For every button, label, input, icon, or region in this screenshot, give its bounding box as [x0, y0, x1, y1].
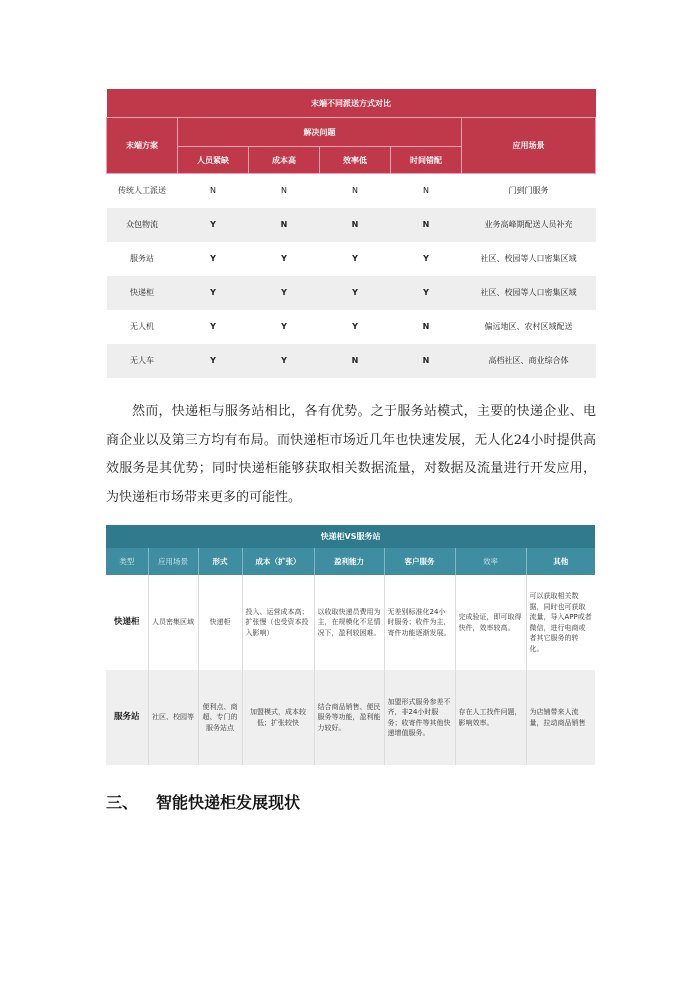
- table-cell: N: [352, 186, 358, 196]
- row-form: 便利点、商超、专门的服务站点: [198, 670, 242, 765]
- table-cell: 社区、校园等人口密集区域: [480, 288, 577, 297]
- table-row: [106, 575, 595, 670]
- table-cell: 高档社区、商业综合体: [488, 356, 569, 365]
- table2-header: 盈利能力: [314, 548, 384, 575]
- section-heading: [106, 790, 300, 813]
- section-number: 三、: [106, 793, 139, 812]
- table-cell: 无人机: [130, 322, 154, 331]
- table1-subheader: 人员紧缺: [178, 147, 249, 174]
- table-cell: Y: [210, 288, 216, 297]
- table-cell: 偏远地区、农村区域配送: [484, 322, 573, 331]
- row-cost: 投入、运营成本高；扩张慢（也受资本投入影响）: [242, 575, 314, 670]
- table-cell: Y: [281, 356, 287, 365]
- table-cell: N: [422, 356, 430, 365]
- table-row: [107, 344, 596, 378]
- table-cell: Y: [210, 220, 216, 229]
- table-cell: 无人车: [130, 356, 154, 365]
- table2-caption: 快递柜VS服务站: [106, 525, 595, 548]
- table1-subheader: 成本高: [249, 147, 320, 174]
- table-cell: N: [210, 186, 216, 196]
- body-paragraph: 然而，快递柜与服务站相比，各有优势。之于服务站模式，主要的快递企业、电商企业以及第三方均有布局。而快递柜市场近几年也快速发展，无人化24小时提供高效服务是其优势；同时快递柜能够获取相关数据流量，对数据及流量进行开发应用，为快递柜市场带来更多的可能性。: [106, 404, 596, 505]
- table-cell: Y: [281, 288, 287, 297]
- table-cell: Y: [281, 322, 287, 331]
- table-cell: N: [281, 186, 287, 196]
- row-profit: 结合商品销售、便民服务等功能，盈利能力较好。: [314, 670, 384, 765]
- table-cell: N: [280, 220, 288, 229]
- table-cell: Y: [423, 288, 429, 297]
- table2-header: 其他: [526, 548, 595, 575]
- row-scene: 人员密集区域: [148, 575, 198, 670]
- table2-header: 形式: [198, 548, 242, 575]
- table-cell: Y: [210, 254, 216, 263]
- table1-header-scenario: 应用场景: [462, 118, 596, 174]
- row-cost: 加盟模式，成本较低；扩张较快: [242, 670, 314, 765]
- table1-subheader: 时间错配: [391, 147, 462, 174]
- row-form: 快递柜: [198, 575, 242, 670]
- row-service: 加盟形式服务参差不齐，非24小时服务；收寄件等其他快递增值服务。: [384, 670, 455, 765]
- table1-subheader: 效率低: [320, 147, 391, 174]
- table-cell: 快递柜: [130, 288, 154, 297]
- row-efficiency: 存在人工找件问题，影响效率。: [455, 670, 526, 765]
- table-cell: 服务站: [130, 254, 154, 263]
- table-cell: Y: [210, 322, 216, 331]
- table-row: [107, 208, 596, 242]
- table-cell: N: [423, 186, 429, 196]
- row-service: 无差别标准化24小时服务；收件为主，寄件功能逐渐发展。: [384, 575, 455, 670]
- table-cell: N: [422, 220, 430, 229]
- table-row: [107, 276, 596, 310]
- table-cell: 众包物流: [126, 220, 158, 229]
- table-cell: Y: [352, 254, 358, 263]
- table-cell: Y: [210, 356, 216, 365]
- row-efficiency: 完成验证，即可取得快件，效率较高。: [455, 575, 526, 670]
- table-row: [107, 242, 596, 276]
- table2-header: 类型: [106, 548, 148, 575]
- table-cell: Y: [352, 322, 358, 331]
- table-cell: 业务高峰期配送人员补充: [484, 220, 573, 229]
- row-other: 可以获取相关数据，同时也可获取流量，导入APP或者微信，进行电商或者其它服务的转化。: [526, 575, 595, 670]
- table-cell: 社区、校园等人口密集区域: [480, 254, 577, 263]
- table-row: [107, 310, 596, 344]
- table-row: [107, 174, 596, 208]
- row-scene: 社区、校园等: [148, 670, 198, 765]
- table1-caption: 末端不同派送方式对比: [107, 89, 596, 118]
- table-cell: 传统人工派送: [118, 186, 166, 196]
- delivery-comparison-table: [106, 89, 596, 378]
- table-cell: Y: [352, 288, 358, 297]
- table-cell: N: [422, 322, 430, 331]
- locker-vs-station-table: [106, 525, 595, 765]
- table2-header: 成本（扩张）: [242, 548, 314, 575]
- table2-header: 效率: [455, 548, 526, 575]
- row-other: 为店铺带来人流量，拉动商品销售: [526, 670, 595, 765]
- table2-header: 客户服务: [384, 548, 455, 575]
- table-cell: N: [351, 220, 359, 229]
- table-row: [106, 670, 595, 765]
- table-cell: Y: [423, 254, 429, 263]
- row-profit: 以收取快递员费用为主，在规模化不足情况下，盈利较困难。: [314, 575, 384, 670]
- row-type: 快递柜: [113, 617, 140, 628]
- table-cell: Y: [281, 254, 287, 263]
- table1-header-problems: 解决问题: [178, 118, 462, 147]
- row-type: 服务站: [113, 712, 140, 723]
- section-title: 智能快递柜发展现状: [156, 793, 301, 812]
- table1-header-scheme: 末端方案: [107, 118, 178, 174]
- table2-header: 应用场景: [148, 548, 198, 575]
- table-cell: 门到门服务: [508, 186, 549, 196]
- table-cell: N: [351, 356, 359, 365]
